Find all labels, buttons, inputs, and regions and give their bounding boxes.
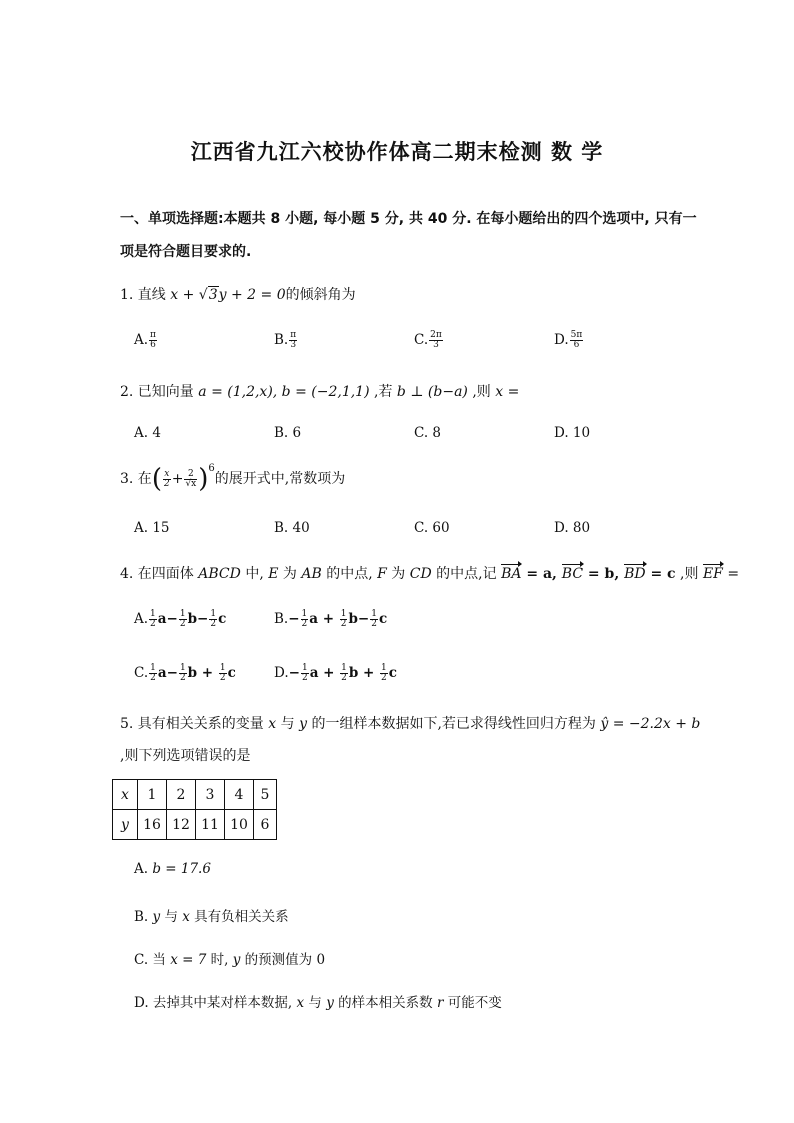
frac-num: x <box>164 468 170 479</box>
q3-option-b[interactable]: B. 40 <box>274 520 310 536</box>
option-text: 的预测值为 0 <box>240 952 326 968</box>
q4-eq: = c <box>645 566 676 582</box>
option-math: x <box>296 995 305 1011</box>
option-math: r <box>436 995 444 1011</box>
q4-text: 为 <box>386 566 410 582</box>
sign: − <box>288 665 300 681</box>
option-label: B. <box>134 909 153 925</box>
table-cell: 5 <box>254 780 277 810</box>
question-1-eq-a: x + <box>170 287 199 303</box>
fraction <box>429 331 443 350</box>
question-2-vectors: a = (1,2,x), b = (−2,1,1) <box>198 384 370 400</box>
q4-math: AB <box>301 566 322 582</box>
option-text: 的样本相关系数 <box>333 995 437 1011</box>
fraction <box>179 664 187 683</box>
q4-eq: = a, <box>521 566 562 582</box>
q1-option-c[interactable] <box>414 331 444 350</box>
fraction <box>340 664 348 683</box>
frac-den: 6 <box>573 340 580 350</box>
frac-num: 1 <box>210 609 217 619</box>
question-2-condition: b ⊥ (b−a) <box>396 384 468 400</box>
question-3 <box>120 464 345 494</box>
fraction <box>149 664 157 683</box>
option-label: B. <box>274 611 289 627</box>
term: b− <box>187 611 209 627</box>
sqrt-symbol: √ <box>198 287 208 303</box>
option-text: 与 <box>160 909 183 925</box>
table-cell: 4 <box>225 780 254 810</box>
term: b + <box>187 665 218 681</box>
fraction <box>380 664 388 683</box>
q4-option-b[interactable] <box>274 610 387 629</box>
left-paren: ( <box>151 464 162 494</box>
table-cell: 3 <box>196 780 225 810</box>
q4-math: F <box>377 566 387 582</box>
table-cell: 11 <box>196 810 225 840</box>
table-row <box>113 810 277 840</box>
frac-num: 1 <box>301 609 308 619</box>
frac-den: 6 <box>150 340 156 350</box>
plus-sign: + <box>171 471 184 487</box>
q4-text: 中, <box>240 566 269 582</box>
question-2-ask: x = <box>495 384 520 400</box>
frac-num: 1 <box>179 663 186 673</box>
frac-den: 2 <box>179 673 186 683</box>
frac-den: 2 <box>381 673 387 683</box>
table-cell: 6 <box>254 810 277 840</box>
vector-ba: BA <box>501 563 521 582</box>
question-3-suffix: 的展开式中,常数项为 <box>214 471 346 487</box>
option-text: 可能不变 <box>443 995 502 1011</box>
fraction <box>219 664 227 683</box>
q5-option-b[interactable] <box>134 905 289 925</box>
q1-option-d[interactable] <box>554 331 584 350</box>
fraction <box>163 470 171 489</box>
q4-eq: = b, <box>583 566 625 582</box>
fraction <box>184 470 197 489</box>
q1-option-a[interactable] <box>134 331 158 350</box>
q3-option-c[interactable]: C. 60 <box>414 520 450 536</box>
table-cell: 12 <box>167 810 196 840</box>
q1-option-b[interactable] <box>274 331 298 350</box>
fraction <box>149 331 157 350</box>
question-1 <box>120 284 356 304</box>
option-label: C. <box>134 665 149 681</box>
table-cell: 16 <box>138 810 167 840</box>
fraction <box>179 610 187 629</box>
q3-option-a[interactable]: A. 15 <box>134 520 170 536</box>
q2-option-a[interactable]: A. 4 <box>134 425 161 441</box>
option-math: x <box>182 909 190 925</box>
q4-text: 的中点, <box>321 566 378 582</box>
option-label: A. <box>134 332 149 348</box>
frac-den: 2 <box>371 619 377 629</box>
table-cell: x <box>113 780 138 810</box>
option-label: A. <box>134 861 153 877</box>
table-cell: 10 <box>225 810 254 840</box>
frac-den: 3 <box>290 340 297 350</box>
frac-num: 1 <box>340 609 347 619</box>
q4-option-a[interactable] <box>134 610 226 629</box>
term: c <box>218 611 227 627</box>
question-1-sqrt: 3 <box>208 287 218 303</box>
term: c <box>227 665 236 681</box>
term: a− <box>157 665 178 681</box>
option-math: b = 17.6 <box>152 861 211 877</box>
term: c <box>378 611 388 627</box>
section-heading-line2: 项是符合题目要求的. <box>120 244 252 260</box>
frac-den: 2 <box>301 673 308 683</box>
q4-math: CD <box>409 566 432 582</box>
table-cell: y <box>113 810 138 840</box>
term: b− <box>348 611 370 627</box>
frac-num: 1 <box>179 609 186 619</box>
frac-den: 2 <box>210 619 217 629</box>
frac-num: 1 <box>381 663 387 673</box>
frac-den: 2 <box>341 673 347 683</box>
question-3-prefix: 3. 在 <box>120 471 152 487</box>
q2-option-d[interactable]: D. 10 <box>554 425 591 441</box>
frac-den: 2 <box>340 619 347 629</box>
term: a + <box>309 665 340 681</box>
table-row <box>113 780 277 810</box>
q2-option-c[interactable]: C. 8 <box>414 425 442 441</box>
term: a + <box>309 611 339 627</box>
frac-num: π <box>150 330 156 340</box>
fraction <box>301 664 309 683</box>
question-5-line1 <box>120 713 700 733</box>
q5-option-a[interactable] <box>134 861 211 877</box>
question-1-suffix: 的倾斜角为 <box>285 287 356 303</box>
q5-option-d[interactable] <box>134 991 502 1011</box>
q4-text: 4. 在四面体 <box>120 566 199 582</box>
option-label: D. <box>554 332 569 348</box>
vector-bd: BD <box>624 563 646 582</box>
frac-num: 1 <box>371 609 377 619</box>
frac-den: 2 <box>150 673 156 683</box>
question-2-mid: ,若 <box>369 384 397 400</box>
q4-option-d[interactable] <box>274 664 397 683</box>
frac-num: 1 <box>150 663 156 673</box>
vector-bc: BC <box>562 563 583 582</box>
frac-num: 1 <box>219 663 226 673</box>
question-5-line2: ,则下列选项错误的是 <box>120 748 251 764</box>
option-math: y <box>232 952 241 968</box>
fraction <box>340 610 348 629</box>
option-label: C. 当 <box>134 952 171 968</box>
frac-den: 2 <box>163 478 170 489</box>
table-cell: 1 <box>138 780 167 810</box>
frac-den: 2 <box>179 619 186 629</box>
q5-text: 5. 具有相关关系的变量 <box>120 716 269 732</box>
option-text: 时, <box>206 952 233 968</box>
section-heading-line1: 一、单项选择题:本题共 8 小题, 每小题 5 分, 共 40 分. 在每小题给出的四个选项中, 只有一 <box>120 211 697 227</box>
option-text: 具有负相关关系 <box>189 909 289 925</box>
option-label: C. <box>414 332 429 348</box>
question-2-prefix: 2. 已知向量 <box>120 384 199 400</box>
term: a− <box>157 611 178 627</box>
q4-text: 的中点,记 <box>431 566 502 582</box>
frac-num: 1 <box>341 663 347 673</box>
q5-text: 与 <box>276 716 300 732</box>
vector-ef: EF <box>703 563 723 582</box>
q5-text: 的一组样本数据如下,若已求得线性回归方程为 <box>307 716 601 732</box>
regression-equation: ŷ = −2.2x + b <box>600 716 701 732</box>
frac-num: 5π <box>570 330 583 340</box>
frac-den: 2 <box>219 673 226 683</box>
option-label: B. <box>274 332 289 348</box>
option-math: y <box>152 909 161 925</box>
right-paren: ) <box>198 464 209 494</box>
q4-math: E <box>268 566 279 582</box>
option-label: D. <box>274 665 289 681</box>
fraction <box>570 331 584 350</box>
fraction <box>370 610 378 629</box>
table-cell: 2 <box>167 780 196 810</box>
q3-option-d[interactable]: D. 80 <box>554 520 591 536</box>
frac-num: 1 <box>301 663 308 673</box>
q5-math: y <box>299 716 307 732</box>
q2-option-b[interactable]: B. 6 <box>274 425 302 441</box>
term: b + <box>348 665 380 681</box>
sample-data-table <box>112 779 277 840</box>
question-1-eq-b: y + 2 = 0 <box>218 287 286 303</box>
option-math: x = 7 <box>170 952 207 968</box>
q4-math: ABCD <box>198 566 241 582</box>
q4-option-c[interactable] <box>134 664 236 683</box>
frac-num: 1 <box>150 609 156 619</box>
option-text: 与 <box>304 995 327 1011</box>
q4-eq: = <box>722 566 740 582</box>
q5-math: x <box>268 716 277 732</box>
question-1-prefix: 1. 直线 <box>120 287 171 303</box>
frac-num: 2 <box>184 470 197 480</box>
frac-den: 2 <box>301 619 308 629</box>
q4-text: 为 <box>278 566 302 582</box>
option-label: A. <box>134 611 149 627</box>
q5-option-c[interactable] <box>134 948 325 968</box>
question-2-suffix: ,则 <box>467 384 496 400</box>
option-math: y <box>326 995 334 1011</box>
question-4 <box>120 563 739 583</box>
frac-num: 2π <box>430 330 442 340</box>
frac-den: √x <box>185 478 197 489</box>
q4-text: ,则 <box>675 566 703 582</box>
fraction <box>209 610 217 629</box>
sign: − <box>288 611 300 627</box>
fraction <box>149 610 157 629</box>
exponent: 6 <box>208 463 215 475</box>
fraction <box>301 610 309 629</box>
frac-den: 2 <box>150 619 156 629</box>
term: c <box>388 665 398 681</box>
frac-num: π <box>290 330 297 340</box>
question-2 <box>120 381 519 401</box>
option-label: D. 去掉其中某对样本数据, <box>134 995 297 1011</box>
page-title: 江西省九江六校协作体高二期末检测 数 学 <box>190 140 604 164</box>
frac-den: 3 <box>433 340 439 350</box>
fraction <box>289 331 297 350</box>
